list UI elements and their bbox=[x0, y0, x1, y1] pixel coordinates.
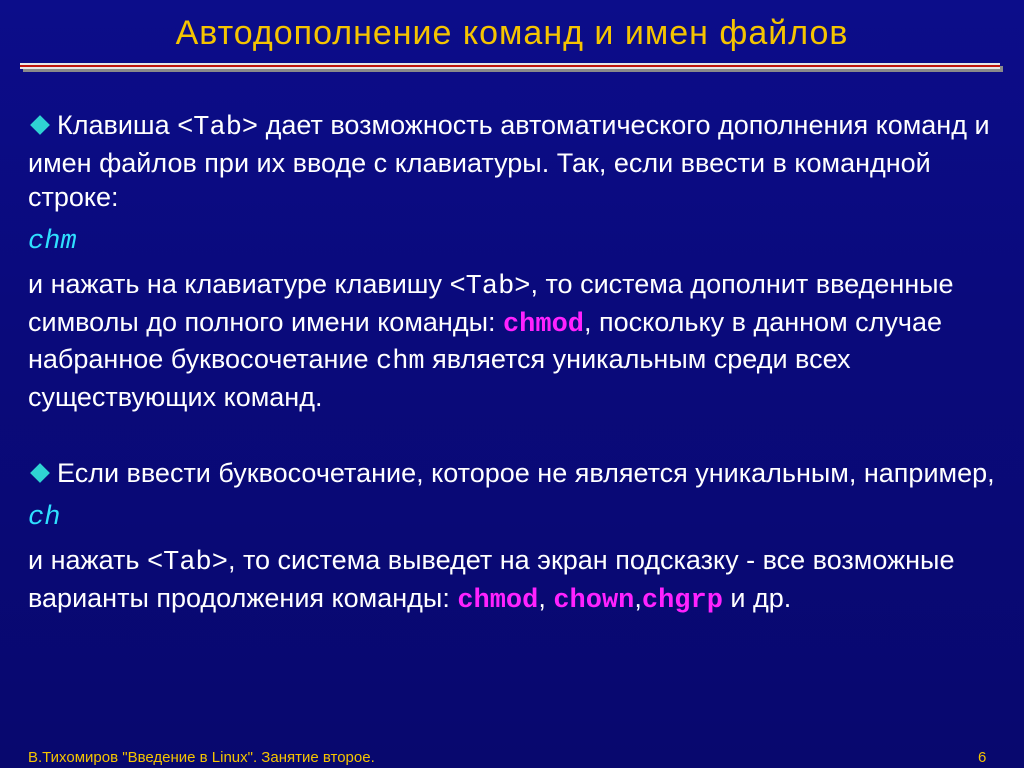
command-name: chgrp bbox=[641, 585, 723, 616]
code-example: ch bbox=[28, 502, 61, 533]
text-segment: , то система выведет на экран подсказку - все возможные варианты продолжения команды: bbox=[28, 545, 955, 613]
text-segment: , поскольку в данном случае набранное буквосочетание bbox=[28, 306, 942, 374]
explanation-paragraph-2 bbox=[28, 543, 998, 618]
explanation-paragraph-1 bbox=[28, 267, 998, 414]
text-segment: является уникальным среди всех существующих команд. bbox=[28, 344, 851, 412]
tab-key-label: <Tab> bbox=[146, 548, 228, 578]
bullet-paragraph-1 bbox=[28, 108, 998, 215]
tab-key-label: <Tab> bbox=[449, 272, 531, 302]
title-divider bbox=[20, 63, 1002, 72]
text-segment: Клавиша bbox=[57, 110, 178, 140]
bullet-paragraph-2 bbox=[28, 456, 998, 491]
inline-code: chm bbox=[376, 347, 425, 377]
text-segment: и др. bbox=[722, 582, 792, 613]
command-name: chown bbox=[553, 585, 635, 616]
code-example: chm bbox=[28, 226, 77, 257]
separator: , bbox=[634, 582, 642, 613]
command-name: chmod bbox=[457, 585, 539, 616]
page-number: 6 bbox=[978, 749, 987, 766]
separator: , bbox=[538, 582, 554, 613]
text-segment: , то система дополнит введенные символы до полного имени команды: bbox=[28, 269, 954, 337]
footer-credit: В.Тихомиров "Введение в Linux". Занятие второе. bbox=[28, 749, 375, 766]
text-segment: дает возможность автоматического дополнения команд и имен файлов при их вводе с клавиатуры. Так, если ввести в командной строке: bbox=[28, 110, 990, 212]
command-name: chmod bbox=[502, 309, 584, 340]
slide-title: Автодополнение команд и имен файлов bbox=[175, 14, 849, 52]
diamond-bullet-icon bbox=[30, 463, 50, 483]
text-segment: и нажать на клавиатуре клавишу bbox=[28, 269, 450, 299]
tab-key-label: <Tab> bbox=[177, 113, 259, 143]
text-segment: Если ввести буквосочетание, которое не является уникальным, например, bbox=[57, 458, 995, 488]
slide-content bbox=[28, 108, 998, 618]
diamond-bullet-icon bbox=[30, 115, 50, 135]
text-segment: и нажать bbox=[28, 545, 147, 575]
